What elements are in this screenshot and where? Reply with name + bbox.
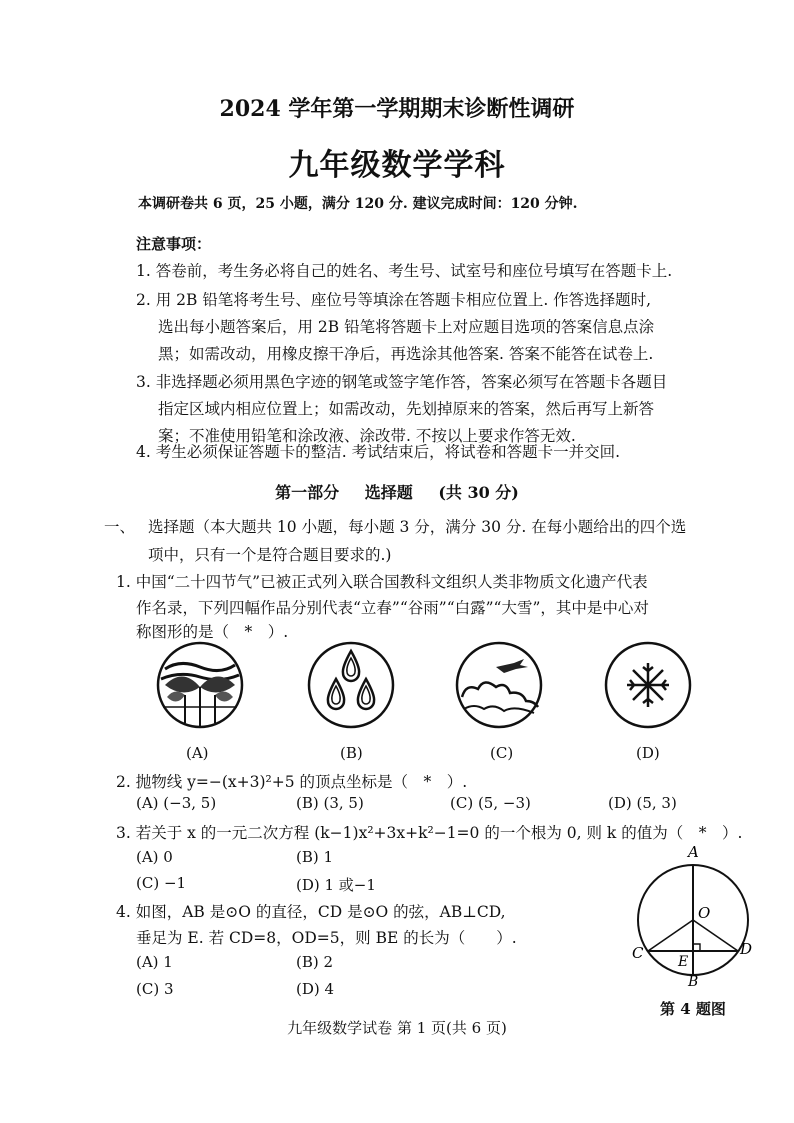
notice-line: 案；不准使用铅笔和涂改液、涂改带. 不按以上要求作答无效. [158,427,576,445]
notice-line: 4. 考生必须保证答题卡的整洁. 考试结束后，将试卷和答题卡一并交回. [136,443,620,461]
q2-option: (C) (5, −3) [450,794,531,812]
option-label: (B) [340,744,363,762]
option-label: (C) [490,744,514,762]
section-intro-line: 项中，只有一个是符合题目要求的.) [148,546,392,564]
figure-guyu [306,637,396,737]
label-o: O [698,904,711,922]
section-intro-line: 选择题（本大题共 10 小题，每小题 3 分，满分 30 分. 在每小题给出的四个选 [148,518,687,536]
figure-bailu [454,637,544,737]
notice-line: 指定区域内相应位置上；如需改动，先划掉原来的答案，然后再写上新答 [158,400,655,418]
q2-option: (A) (−3, 5) [136,794,217,812]
exam-title: 2024 学年第一学期期末诊断性调研 [219,96,575,122]
exam-intro: 本调研卷共 6 页，25 小题，满分 120 分. 建议完成时间：120 分钟. [138,196,578,212]
notice-line: 1. 答卷前，考生务必将自己的姓名、考生号、试室号和座位号填写在答题卡上. [136,262,673,280]
right-angle-mark [693,944,700,951]
q4-option: (A) 1 [136,953,173,971]
section-number: 一、 [104,518,136,536]
q3-option: (B) 1 [296,848,334,866]
q4-option: (C) 3 [136,980,174,998]
notice-heading: 注意事项： [136,235,212,253]
q2-option: (D) (5, 3) [608,794,677,812]
q2-stem: 2. 抛物线 y=−(x+3)²+5 的顶点坐标是（ * ）. [116,773,468,791]
q3-option: (D) 1 或−1 [296,876,376,894]
section-heading [0,480,794,503]
q4-circle-figure [628,838,758,988]
option-label: (D) [636,744,660,762]
figure-caption: 第 4 题图 [660,1000,726,1018]
subject-title: 九年级数学学科 [288,148,506,183]
section-name: 选择题 [364,483,413,502]
label-a: A [688,843,699,861]
notice-line: 3. 非选择题必须用黑色字迹的钢笔或签字笔作答，答案必须写在答题卡各题目 [136,373,668,391]
q4-stem: 垂足为 E. 若 CD=8，OD=5，则 BE 的长为（ ）. [136,929,517,947]
q1-stem: 1. 中国“二十四节气”已被正式列入联合国教科文组织人类非物质文化遗产代表 [116,573,648,591]
q2-option: (B) (3, 5) [296,794,364,812]
q1-stem: 称图形的是（ * ）. [136,623,289,641]
figure-lichun [155,637,245,737]
q4-stem: 4. 如图，AB 是⊙O 的直径，CD 是⊙O 的弦，AB⊥CD, [116,903,506,921]
notice-line: 黑；如需改动，用橡皮擦干净后，再选涂其他答案. 答案不能答在试卷上. [158,345,654,363]
label-c: C [632,944,644,962]
section-points: (共 30 分) [438,483,519,502]
section-part: 第一部分 [275,483,340,502]
q1-stem: 作名录，下列四幅作品分别代表“立春”“谷雨”“白露”“大雪”，其中是中心对 [136,599,649,617]
q4-option: (D) 4 [296,980,335,998]
page-footer: 九年级数学试卷 第 1 页(共 6 页) [287,1019,507,1037]
label-d: D [740,940,753,958]
notice-line: 选出每小题答案后，用 2B 铅笔将答题卡上对应题目选项的答案信息点涂 [158,318,655,336]
q4-option: (B) 2 [296,953,334,971]
notice-line: 2. 用 2B 铅笔将考生号、座位号等填涂在答题卡相应位置上. 作答选择题时, [136,291,652,309]
label-b: B [688,974,699,988]
q3-option: (C) −1 [136,874,187,892]
label-e: E [678,954,689,970]
option-label: (A) [186,744,209,762]
q3-stem: 3. 若关于 x 的一元二次方程 (k−1)x²+3x+k²−1=0 的一个根为 0, 则 k 的值为（ * ）. [116,824,743,842]
figure-daxue [603,637,693,737]
q3-option: (A) 0 [136,848,173,866]
